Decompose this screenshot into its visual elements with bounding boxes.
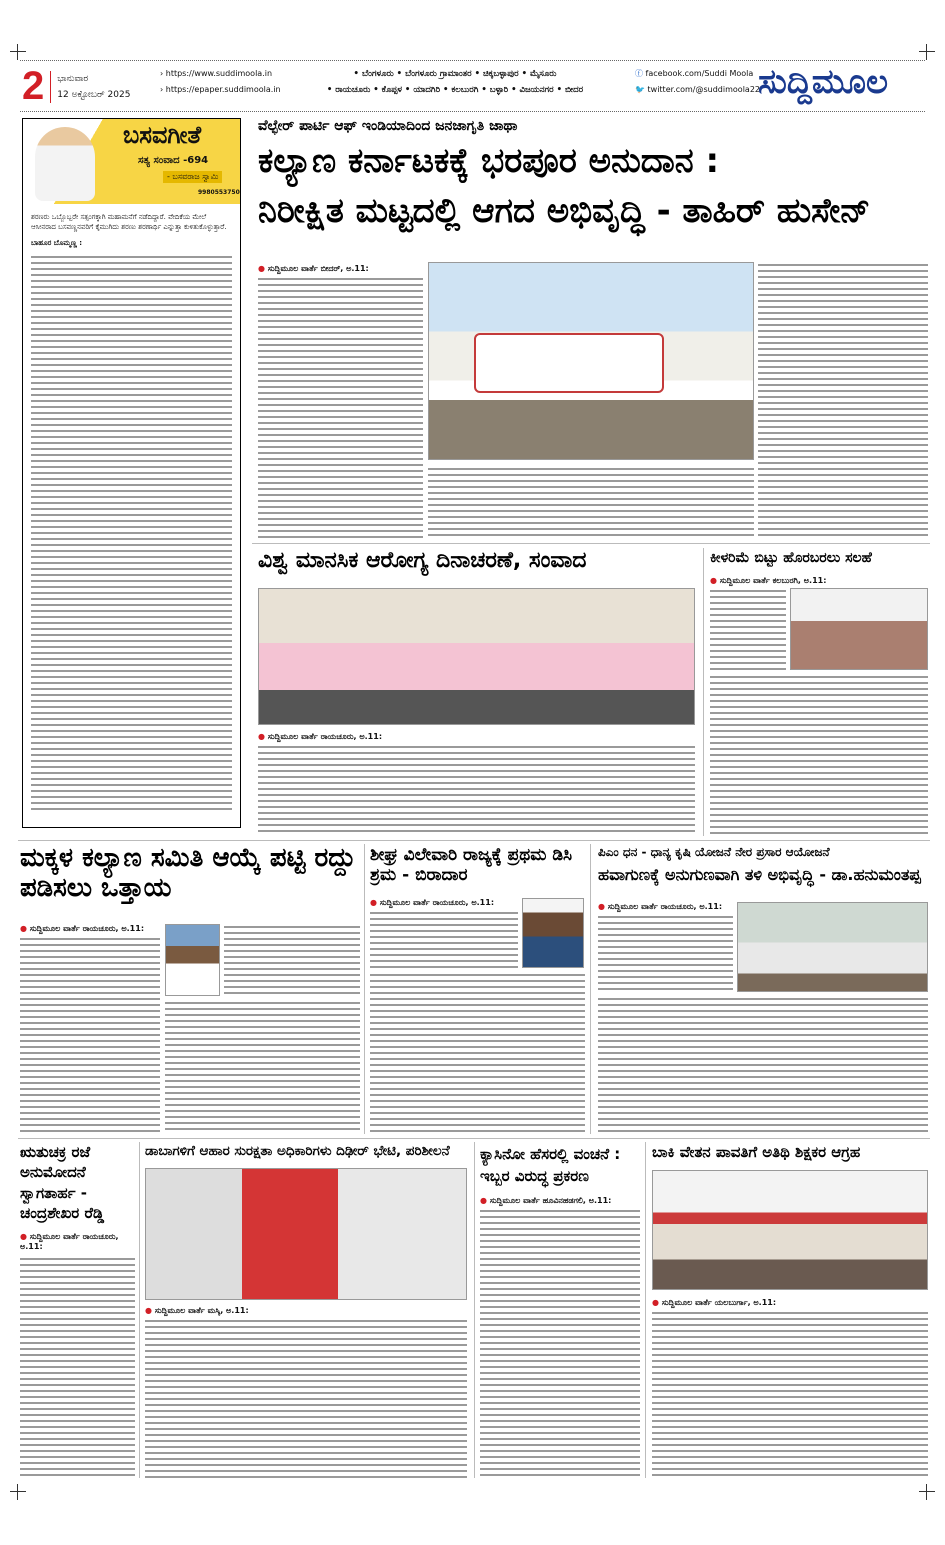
article-body bbox=[145, 1318, 467, 1478]
crop-mark bbox=[10, 1484, 26, 1500]
edition-link[interactable]: ವಿಜಯನಗರ bbox=[519, 85, 554, 95]
byline: ● ಸುದ್ದಿಮೂಲ ವಾರ್ತೆ ರಾಯಚೂರು, ಅ.11: bbox=[598, 902, 722, 912]
portrait-photo bbox=[522, 898, 584, 968]
basava-geete-column bbox=[22, 118, 241, 828]
portrait-photo bbox=[165, 924, 220, 996]
byline: ● ಸುದ್ದಿಮೂಲ ವಾರ್ತೆ ಯಲಬುರ್ಗಾ, ಅ.11: bbox=[652, 1298, 776, 1308]
social bbox=[635, 66, 760, 98]
divider bbox=[20, 111, 925, 112]
edition-link[interactable]: ಕಲಬುರಗಿ bbox=[451, 85, 479, 95]
story-headline: ಋತುಚಕ್ರ ರಜೆ ಅನುಮೋದನೆ ಸ್ವಾಗತಾರ್ಹ - ಚಂದ್ರಶೇಖರ ರೆಡ್ಡಿ bbox=[20, 1143, 105, 1222]
divider bbox=[20, 60, 925, 61]
edition-link[interactable]: ರಾಯಚೂರು bbox=[335, 85, 371, 95]
divider bbox=[645, 1142, 646, 1478]
column-body bbox=[31, 254, 232, 814]
crop-mark bbox=[10, 44, 26, 60]
edition-link[interactable]: ಯಾದಗಿರಿ bbox=[413, 85, 441, 95]
links: › https://www.suddimoola.in › https://epaper.suddimoola.in bbox=[160, 69, 281, 94]
byline: ● ಸುದ್ದಿಮೂಲ ವಾರ್ತೆ ಹೂವಿನಹಡಗಲಿ, ಅ.11: bbox=[480, 1196, 611, 1206]
byline: ● ಸುದ್ದಿಮೂಲ ವಾರ್ತೆ ಮಸ್ಕಿ, ಅ.11: bbox=[145, 1306, 249, 1316]
article-body bbox=[598, 914, 733, 992]
article-body bbox=[710, 588, 786, 670]
article-body bbox=[165, 1000, 360, 1134]
divider bbox=[474, 1142, 475, 1478]
byline: ● ಸುದ್ದಿಮೂಲ ವಾರ್ತೆ ರಾಯಚೂರು, ಅ.11: bbox=[20, 924, 144, 934]
main-kicker: ವೆಲ್ಫೇರ್ ಪಾರ್ಟಿ ಆಫ್ ಇಂಡಿಯಾದಿಂದ ಜನಜಾಗೃತಿ ಜಾಥಾ bbox=[258, 118, 518, 134]
crop-mark bbox=[919, 44, 935, 60]
masthead bbox=[22, 64, 130, 109]
story-headline: ವಿಶ್ವ ಮಾನಸಿಕ ಆರೋಗ್ಯ ದಿನಾಚರಣೆ, ಸಂವಾದ bbox=[258, 548, 587, 573]
article-body bbox=[370, 972, 585, 1134]
facebook-icon: ⓕ bbox=[635, 69, 643, 78]
article-body bbox=[758, 262, 928, 540]
edition-link[interactable]: ಕೊಪ್ಪಳ bbox=[381, 85, 402, 95]
twitter-link[interactable]: twitter.com/@suddimoola22 bbox=[647, 85, 760, 94]
article-body bbox=[370, 910, 518, 968]
article-body bbox=[258, 744, 695, 836]
story-headline: ಡಾಬಾಗಳಿಗೆ ಆಹಾರ ಸುರಕ್ಷತಾ ಅಧಿಕಾರಿಗಳು ದಿಢೀರ್ ಭೇಟಿ, ಪರಿಶೀಲನೆ bbox=[145, 1143, 450, 1159]
edition-link[interactable]: ಬಳ್ಳಾರಿ bbox=[489, 85, 509, 95]
divider bbox=[252, 543, 930, 544]
protest-photo bbox=[652, 1170, 928, 1290]
byline: ● ಸುದ್ದಿಮೂಲ ವಾರ್ತೆ ರಾಯಚೂರು, ಅ.11: bbox=[20, 1232, 135, 1252]
logo: ಸುದ್ದಿಮೂಲ bbox=[758, 62, 888, 102]
story-headline: ಶೀಘ್ರ ವಿಲೇವಾರಿ ರಾಜ್ಯಕ್ಕೆ ಪ್ರಥಮ ಡಿಸಿ ಶ್ರಮ - ಬಿರಾದಾರ bbox=[370, 845, 573, 885]
main-headline-line2: ನಿರೀಕ್ಷಿತ ಮಟ್ಟದಲ್ಲಿ ಆಗದ ಅಭಿವೃದ್ಧಿ - ತಾಹಿರ್ ಹುಸೇನ್ bbox=[258, 191, 871, 231]
event-photo bbox=[737, 902, 928, 992]
byline: ● ಸುದ್ದಿಮೂಲ ವಾರ್ತೆ ರಾಯಚೂರು, ಅ.11: bbox=[370, 898, 494, 908]
basavanna-illustration bbox=[35, 127, 95, 201]
day: ಭಾನುವಾರ bbox=[57, 73, 89, 84]
divider bbox=[18, 840, 930, 841]
date: 12 ಅಕ್ಟೋಬರ್ 2025 bbox=[57, 89, 131, 100]
article-body bbox=[428, 466, 754, 538]
article-body bbox=[652, 1310, 928, 1478]
divider bbox=[18, 1138, 930, 1139]
story-kicker: ಪಿಎಂ ಧನ - ಧಾನ್ಯ ಕೃಷಿ ಯೋಜನೆ ನೇರ ಪ್ರಸಾರ ಆಯೋಜನೆ bbox=[598, 845, 830, 859]
divider bbox=[703, 548, 704, 836]
editions: • ಬೆಂಗಳೂರು • ಬೆಂಗಳೂರು ಗ್ರಾಮಾಂತರ • ಚಿಕ್ಕಬಳ್ಳಾಪುರ • ಮೈಸೂರು • ರಾಯಚೂರು • ಕೊಪ್ಪಳ • ಯಾದಗಿರಿ • ಕಲಬುರಗಿ • ಬಳ್ಳಾರಿ • ವಿಜಯನಗರ • ಬೀದರ bbox=[326, 69, 584, 95]
phone: 9980553750 bbox=[198, 189, 240, 196]
byline: ● ಸುದ್ದಿಮೂಲ ವಾರ್ತೆ ಕಲಬುರಗಿ, ಅ.11: bbox=[710, 576, 826, 586]
story-headline: ಕೀಳರಿಮೆ ಬಿಟ್ಟು ಹೊರಬರಲು ಸಲಹೆ bbox=[710, 550, 872, 566]
edition-link[interactable]: ಬೆಂಗಳೂರು ಗ್ರಾಮಾಂತರ bbox=[405, 69, 472, 79]
story-headline: ಹವಾಗುಣಕ್ಕೆ ಅನುಗುಣವಾಗಿ ತಳಿ ಅಭಿವೃದ್ಧಿ - ಡಾ.ಹನುಮಂತಪ್ಪ bbox=[598, 865, 921, 884]
edition-link[interactable]: ಬೀದರ bbox=[564, 85, 584, 95]
intro-text: ಶರಣರು ಒಬ್ಬೊಬ್ಬರೇ ಸತ್ಸಂಗಕ್ಕಾಗಿ ಮಹಾಮನೆಗೆ ನಡೆದಿದ್ದಾರೆ. ವೇದಿಕೆಯ ಮೇಲೆ ಆಸೀನರಾದ ಬಸವಣ್ಣನವರಿಗೆ ಕೈಮುಗಿದು ಶರಣು ಶರಣಾರ್ಥಿ ಎನ್ನುತ್ತಾ ಕುಳಿತುಕೊಳ್ಳುತ್ತಾರೆ. bbox=[31, 213, 227, 231]
epaper-link[interactable]: https://epaper.suddimoola.in bbox=[165, 85, 281, 94]
crop-mark bbox=[919, 1484, 935, 1500]
banner bbox=[474, 333, 664, 393]
article-body bbox=[598, 996, 928, 1134]
story-headline: ಮಕ್ಕಳ ಕಲ್ಯಾಣ ಸಮಿತಿ ಆಯ್ಕೆ ಪಟ್ಟಿ ರದ್ದು ಪಡಿಸಲು ಒತ್ತಾಯ bbox=[20, 843, 356, 903]
facebook-link[interactable]: facebook.com/Suddi Moola bbox=[645, 69, 754, 78]
article-body bbox=[480, 1208, 640, 1478]
rally-photo bbox=[428, 262, 754, 460]
inspection-photo bbox=[145, 1168, 467, 1300]
article-body bbox=[710, 674, 928, 836]
divider bbox=[590, 844, 591, 1134]
article-body bbox=[224, 924, 360, 996]
article-body bbox=[20, 936, 160, 1134]
main-headline: ಕಲ್ಯಾಣ ಕರ್ನಾಟಕಕ್ಕೆ ಭರಪೂರ ಅನುದಾನ : bbox=[258, 141, 720, 181]
page-number: 2 bbox=[22, 64, 45, 108]
column-subtitle: ಸತ್ಯ ಸಂವಾದ -694 bbox=[138, 155, 209, 166]
website-link[interactable]: https://www.suddimoola.in bbox=[165, 69, 273, 78]
story-headline: ಬಾಕಿ ವೇತನ ಪಾವತಿಗೆ ಅತಿಥಿ ಶಿಕ್ಷಕರ ಆಗ್ರಹ bbox=[652, 1143, 861, 1161]
event-photo bbox=[258, 588, 695, 725]
basava-banner bbox=[23, 119, 240, 204]
twitter-icon: 🐦 bbox=[635, 85, 645, 94]
article-body bbox=[258, 276, 423, 538]
divider bbox=[364, 844, 365, 1134]
column-title: ಬಸವಗೀತೆ bbox=[123, 121, 202, 149]
divider bbox=[139, 1142, 140, 1478]
section-label: ಬಾಹೂರ ಬೊಮ್ಮಣ್ಣ : bbox=[31, 239, 83, 247]
byline: ● ಸುದ್ದಿಮೂಲ ವಾರ್ತೆ ಬೀದರ್, ಅ.11: bbox=[258, 264, 369, 274]
article-body bbox=[20, 1256, 135, 1478]
event-photo bbox=[790, 588, 928, 670]
author: - ಬಸವರಾಜ ಸ್ವಾಮಿ bbox=[163, 171, 222, 183]
edition-link[interactable]: ಬೆಂಗಳೂರು bbox=[361, 69, 394, 79]
byline: ● ಸುದ್ದಿಮೂಲ ವಾರ್ತೆ ರಾಯಚೂರು, ಅ.11: bbox=[258, 732, 382, 742]
story-headline: ಕ್ಯಾಸಿನೋ ಹೆಸರಲ್ಲಿ ವಂಚನೆ : ಇಬ್ಬರ ವಿರುದ್ಧ ಪ್ರಕರಣ bbox=[480, 1145, 621, 1185]
edition-link[interactable]: ಚಿಕ್ಕಬಳ್ಳಾಪುರ bbox=[482, 69, 519, 79]
edition-link[interactable]: ಮೈಸೂರು bbox=[530, 69, 557, 79]
